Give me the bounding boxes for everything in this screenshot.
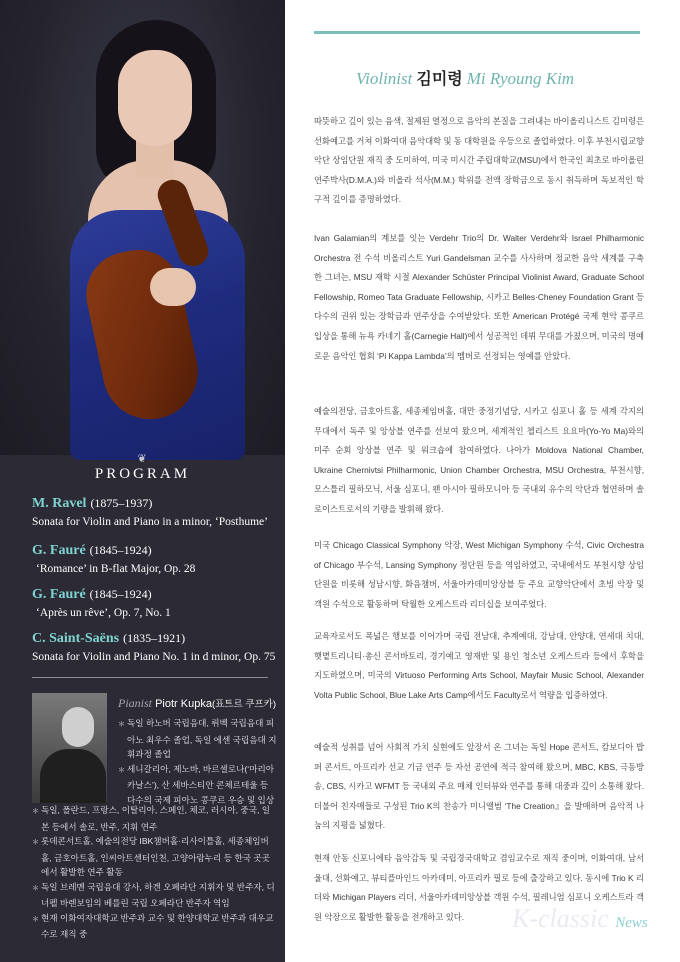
composer-name: M. Ravel [32, 496, 87, 511]
pianist-photo [32, 693, 107, 803]
bio-paragraph: 예술의전당, 금호아트홀, 세종체임버홀, 대만 중정기념당, 시카고 심포니 홀 등 세계 각지의 무대에서 독주 및 앙상블 연주를 선보여 왔으며, 세계적인 첼리스트 요요마(Yo-Yo Ma)와의 미주 순회 앙상블 연주 및 워크숍에 참여하였다. 나아가 Moldova National Chamber, Ukraine Chernivtsi Philharmonic, Union Chamber Orchestra, MSU Orchestra, 부천시향, 모스틀리 필하모닉, 서울 심포니, 팬 아시아 필하모니아 등 국내외 유수의 악단과 협연하며 솔로이스트로서의 기량을 발휘해 왔다. [314, 406, 644, 514]
bio-item: ＊ 독일 하노버 국립음대, 뤼벡 국립음대 피아노 최우수 졸업, 독일 에센 국립음대 지휘과정 졸업 [118, 716, 278, 762]
composer-name: G. Fauré [32, 587, 86, 602]
composer-years: (1845–1924) [89, 587, 152, 601]
violinist-photo [0, 0, 285, 455]
top-rule [314, 31, 640, 34]
divider [32, 677, 268, 678]
program-item [32, 585, 282, 619]
watermark-logo [512, 904, 648, 934]
bio-paragraph: 예술적 성취를 넘어 사회적 가치 실현에도 앞장서 온 그녀는 독일 Hope 콘서트, 캄보디아 밥퍼 콘서트, 아프리카 선교 기금 연주 등 자선 공연에 적극 참여해 왔으며, MBC, KBS, 극동방송, CBS, 시카고 WFMT 등 국내외 주요 매체 인터뷰와 연주를 통해 대중과 깊이 소통해 왔다. 더불어 친자매들로 구성된 Trio K의 찬송가 미니앨범 ‘The Creation』을 발매하며 음악적 나눔의 지평을 넓혔다. [314, 742, 644, 831]
program-item [32, 629, 282, 663]
pianist-bio-narrow [118, 716, 278, 807]
bio-item: ＊ 현재 이화여자대학교 반주과 교수 및 한양대학교 반주과 대우교수로 재직 중 [32, 911, 278, 942]
composer-years: (1845–1924) [89, 543, 152, 557]
composer-name: C. Saint-Saëns [32, 631, 120, 646]
program-title: PROGRAM [94, 466, 191, 482]
pianist-role: Pianist [118, 696, 153, 710]
bio-paragraph: 따뜻하고 깊이 있는 음색, 절제된 열정으로 음악의 본질을 그려내는 바이올리니스트 김미령은 선화예고를 거쳐 이화여대 음악대학 및 동 대학원을 우등으로 졸업하였다. 이후 부천시립교향악단 상임단원 재직 중 도미하여, 미국 미시간 주립대학교(MSU)에서 한국인 최초로 바이올린 연주박사(D.M.A.)와 비올라 석사(M.M.) 학위를 전액 장학금으로 동시 취득하며 독보적인 학구적 깊이를 증명하였다. [314, 116, 644, 205]
role-label: Violinist [356, 69, 413, 88]
bio-paragraph: 현재 안동 신포니에타 음악감독 및 국립경국대학교 겸임교수로 재직 중이며, 이화여대, 남서울대, 선화예고, 뷰티플마인드 아카데미, 아프리카 필로 등에 출강하고 있다. 동시에 Trio K 리더와 Michigan Players 리더, 서울아카데미앙상블 객원 수석, 필레니엄 심포니 오케스트라 객원 악장으로 활발한 활동을 전개하고 있다. [314, 853, 644, 922]
bio-item: ＊ 세니갈리아, 제노바, 바르셀로나(‘마리아 카날스’), 산 세바스티안 콘체르테울 등 다수의 국제 피아노 콩쿠르 우승 및 입상 [118, 762, 278, 808]
name-ko: 김미령 [416, 69, 463, 88]
program-item [32, 541, 282, 575]
program-item [32, 494, 282, 528]
work-title: ‘Romance’ in B-flat Major, Op. 28 [36, 563, 196, 575]
ornament-icon: ❦ [137, 453, 147, 465]
bio-item: ＊ 롯데콘서트홀, 예술의전당 IBK챔버홀·리사이틀홀, 세종체임버홀, 금호아트홀, 인씨아트센터인천, 고양아람누리 등 한국 곳곳에서 활발한 연주 활동 [32, 834, 278, 880]
photo-body [40, 749, 106, 803]
work-title: Sonata for Violin and Piano in a minor, ‘Posthume’ [32, 516, 268, 528]
work-title: Sonata for Violin and Piano No. 1 in d minor, Op. 75 [32, 651, 276, 663]
photo-face [62, 707, 94, 747]
composer-years: (1835–1921) [123, 631, 186, 645]
photo-hand [150, 268, 196, 306]
pianist-name: Piotr Kupka [155, 698, 212, 710]
pianist-heading [118, 696, 283, 711]
bio-paragraph: Ivan Galamian의 계보를 잇는 Verdehr Trio의 Dr. Walter Verdehr와 Israel Philharmonic Orchestra 전 수석 비올리스트 Yuri Gandelsman 교수를 사사하며 정교한 음악 세계를 구축한 그녀는, MSU 재학 시절 Alexander Schüster Principal Violinist Award, Graduate School Fellowship, Romeo Tata Graduate Fellowship, 시카고 Belles·Cheney Foundation Grant 등 다수의 권위 있는 장학금과 연주상을 수여받았다. 또한 American Protégé 국제 현악 콩쿠르 입상을 통해 뉴욕 카네기 홀(Carnegie Hall)에서 성공적인 데뷔 무대를 가졌으며, 미국의 명예로운 음악인 협회 ‘Pi Kappa Lambda’의 멤버로 선정되는 영예를 안았다. [314, 233, 644, 361]
work-title: ‘Après un rêve’, Op. 7, No. 1 [36, 607, 171, 619]
composer-years: (1875–1937) [90, 496, 153, 510]
page-title [356, 66, 646, 89]
left-panel [0, 0, 285, 962]
watermark-sub: News [615, 915, 648, 931]
watermark-main: K-classic [512, 904, 609, 933]
bio-paragraph: 교육자로서도 폭넓은 행보를 이어가며 국립 전남대, 추계예대, 강남대, 안양대, 연세대 치대, 햇볕트리니티·총신 콘서바토리, 경기예고 영재반 및 용인 청소년 오케스트라 등에서 후학을 지도하였으며, 미국의 Virtuoso Performing Arts School, Mayfair Music School, Alexander Volta Public School, Blue Lake Arts Camp에서도 Faculty로서 역량을 입증하였다. [314, 631, 644, 700]
composer-name: G. Fauré [32, 543, 86, 558]
bio-paragraph: 미국 Chicago Classical Symphony 악장, West Michigan Symphony 수석, Civic Orchestra of Chicago 부수석, Lansing Symphony 정단원 등을 역임하였고, 국내에서도 부천시향 상임단원을 비롯해 성남시향, 화음챔버, 서울아카데미앙상블 등 주요 교향악단에서 초빙 악장 및 객원 수석으로 활동하며 탁월한 오케스트라 리더십을 보여주었다. [314, 540, 644, 609]
name-en: Mi Ryoung Kim [466, 69, 575, 88]
bio-item: ＊ 독일, 폴란드, 프랑스, 이탈리아, 스페인, 체코, 러시아, 중국, 일본 등에서 솔로, 반주, 지휘 연주 [32, 803, 278, 834]
pianist-name-ko: (표트르 쿠프카) [211, 699, 276, 710]
photo-face [118, 50, 192, 146]
bio-item: ＊ 독일 브레멘 국립음대 강사, 하겐 오페라단 지휘자 및 반주자, 디너펠 바렌보임의 베를린 국립 오페라단 반주자 역임 [32, 880, 278, 911]
pianist-bio-wide [32, 803, 278, 942]
